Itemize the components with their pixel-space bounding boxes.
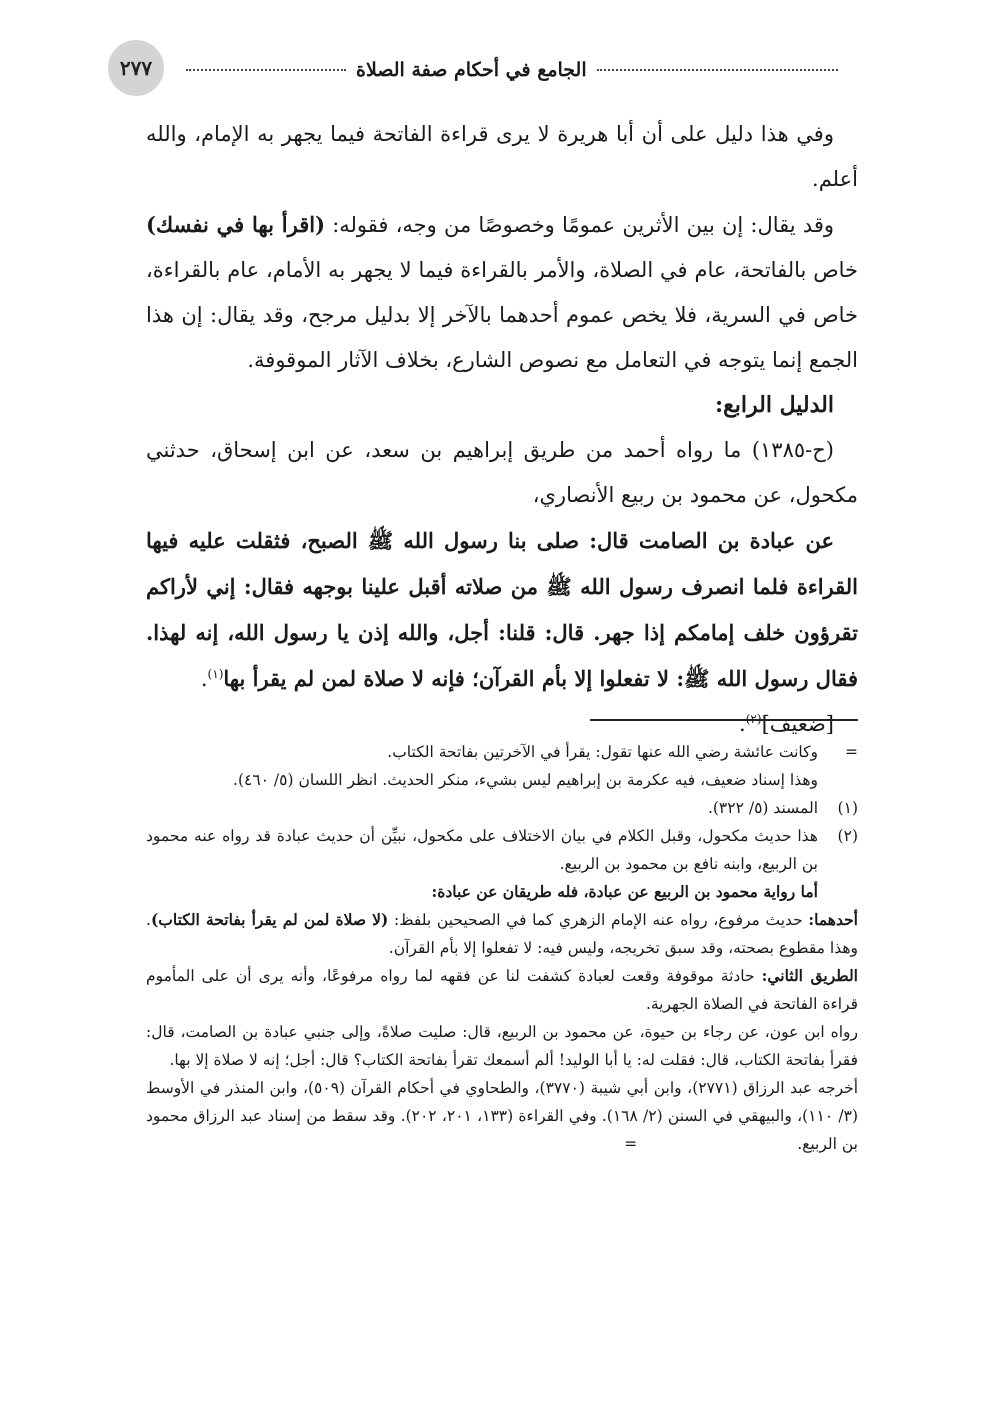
- first-way-rest: . وهذا مقطوع بصحته، وقد سبق تخريجه، وليس فيه: لا تفعلوا إلا بأم القرآن.: [146, 911, 858, 957]
- hadith-text: [146, 518, 858, 702]
- footnote-ref-2: (٢): [745, 712, 762, 726]
- paragraph-2-quote: (اقرأ بها في نفسك): [146, 212, 326, 237]
- footnote-1-text: المسند (٥/ ٣٢٢).: [707, 799, 818, 817]
- first-way-quote: (لا صلاة لمن لم يقرأ بفاتحة الكتاب): [150, 910, 389, 929]
- paragraph-1: وفي هذا دليل على أن أبا هريرة لا يرى قراءة الفاتحة فيما يجهر به الإمام، والله أعلم.: [146, 122, 858, 191]
- footnote-ref-1: (١): [207, 667, 224, 681]
- page-number: ٢٧٧: [108, 40, 164, 96]
- takhrij-paragraph: [146, 1074, 858, 1158]
- takhrij: أخرجه عبد الرزاق (٢٧٧١)، وابن أبي شيبة (٣٧٧٠)، والطحاوي في أحكام القرآن (٥٠٩)، وابن المنذر في الأوسط (٣/ ١١٠)، والبيهقي في السنن (٢/ ١٦٨). وفي القراءة (١٣٣، ٢٠١، ٢٠٢). وقد سقط من إسناد عبد الرزاق محمود بن الربيع.: [146, 1079, 859, 1153]
- paragraph-2-rest: خاص بالفاتحة، عام في الصلاة، والأمر بالقراءة فيما لا يجهر به الأمام، عام بالقراءة، خاص في السرية، فلا يخص عموم أحدهما بالآخر إلا بدليل مرجح، وقد يقال: إن هذا الجمع إنما يتوجه في التعامل مع نصوص الشارع، بخلاف الآثار الموقوفة.: [146, 258, 858, 372]
- footnotes: [146, 738, 858, 1158]
- paragraph-2: [146, 202, 858, 383]
- first-way-text: حديث مرفوع، رواه عنه الإمام الزهري كما في الصحيحين بلفظ:: [388, 911, 809, 929]
- footnote-continuation: [146, 738, 858, 766]
- continuation-line-1: وكانت عائشة رضي الله عنها تقول: يقرأ في الآخرتين بفاتحة الكتاب.: [387, 743, 818, 761]
- main-text: [146, 112, 858, 747]
- paragraph-3: (ح-١٣٨٥) ما رواه أحمد من طريق إبراهيم بن سعد، عن ابن إسحاق، حدثني مكحول، عن محمود بن ربيع الأنصاري،: [146, 438, 858, 507]
- second-way: [146, 962, 858, 1018]
- second-way-text: حادثة موقوفة وقعت لعبادة كشفت لنا عن فقهه لما رواه مرفوعًا، وأنه يرى أن على المأموم قراءة الفاتحة في الصلاة الجهرية.: [146, 967, 858, 1013]
- grade-end: .: [739, 712, 746, 736]
- footnote-1-mark: (١): [837, 799, 858, 817]
- first-way-label: أحدهما:: [808, 910, 858, 929]
- riwaya: رواه ابن عون، عن رجاء بن حيوة، عن محمود بن الربيع، قال: صليت صلاةً، وإلى جنبي عبادة بن الصامت، قال: فقرأ بفاتحة الكتاب، قال: فقلت له: يا أبا الوليد! ألم أسمعك تقرأ بفاتحة الكتاب؟ قال: أجل؛ إنه لا صلاة إلا بها.: [146, 1023, 858, 1069]
- continuation-mark: =: [845, 743, 858, 761]
- continuation-line-2: وهذا إسناد ضعيف، فيه عكرمة بن إبراهيم ليس بشيء، منكر الحديث. انظر اللسان (٥/ ٤٦٠).: [233, 771, 818, 789]
- page-header: [108, 40, 848, 96]
- footnote-2: [146, 822, 858, 878]
- first-way: [146, 906, 858, 962]
- dotted-leader-left: [186, 69, 346, 71]
- footnote-2-text: هذا حديث مكحول، وقبل الكلام في بيان الاختلاف على مكحول، نبيِّن أن حديث عبادة قد رواه عنه محمود بن الربيع، وابنه نافع بن محمود بن الربيع.: [146, 827, 818, 873]
- footnote-2-mark: (٢): [837, 827, 858, 845]
- grade: [ضعيف]: [761, 712, 834, 736]
- hadith-end: .: [200, 667, 208, 691]
- hadith-body: عن عبادة بن الصامت قال: صلى بنا رسول الله ﷺ الصبح، فثقلت عليه فيها القراءة فلما انصرف رسول الله ﷺ من صلاته أقبل علينا بوجهه فقال: إني لأراكم تقرؤون خلف إمامكم إذا جهر. قال: قلنا: أجل، والله إذن يا رسول الله، إنه لهذا. فقال رسول الله ﷺ: لا تفعلوا إلا بأم القرآن؛ فإنه لا صلاة لمن لم يقرأ بها: [146, 528, 858, 691]
- footnote-2-heading: أما رواية محمود بن الربيع عن عبادة، فله طريقان عن عبادة:: [431, 882, 818, 901]
- section-heading: الدليل الرابع:: [714, 392, 834, 418]
- footnote-1: [146, 794, 858, 822]
- footnote-separator: [590, 719, 858, 721]
- running-title-bar: [176, 58, 848, 82]
- continuation-end-mark: =: [624, 1135, 638, 1153]
- second-way-label: الطريق الثاني:: [761, 966, 858, 985]
- paragraph-2-start: وقد يقال: إن بين الأثرين عمومًا وخصوصًا من وجه، فقوله:: [325, 213, 835, 237]
- dotted-leader-right: [597, 69, 838, 71]
- running-title: الجامع في أحكام صفة الصلاة: [356, 59, 587, 81]
